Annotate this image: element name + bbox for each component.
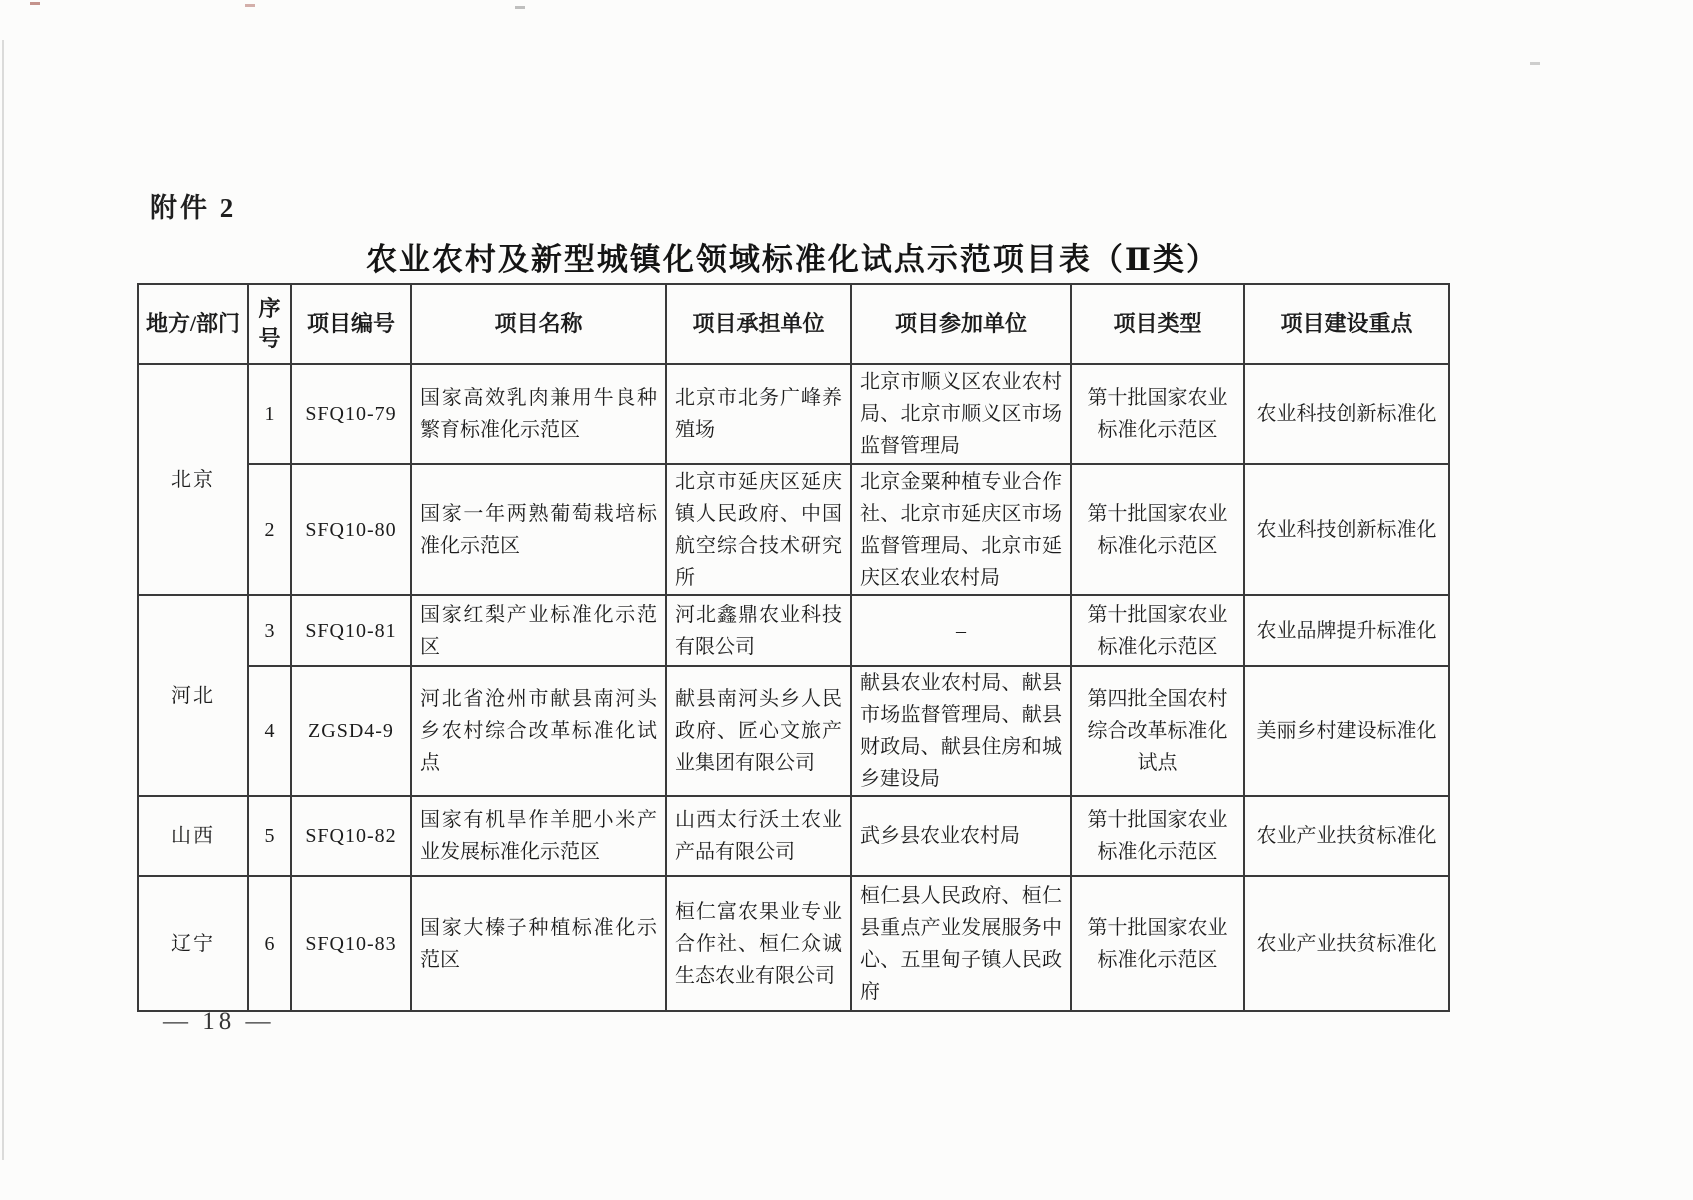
project-code-cell: SFQ10-79: [291, 364, 411, 464]
project-type-cell: 第十批国家农业标准化示范区: [1071, 595, 1244, 666]
project-name-cell: 河北省沧州市献县南河头乡农村综合改革标准化试点: [411, 666, 666, 796]
table-row: [138, 464, 1449, 595]
header-name: 项目名称: [411, 284, 666, 364]
project-name-cell: 国家一年两熟葡萄栽培标准化示范区: [411, 464, 666, 595]
undertaker-cell: 北京市北务广峰养殖场: [666, 364, 851, 464]
document-title: 农业农村及新型城镇化领域标准化试点示范项目表（Ⅱ类）: [365, 242, 1220, 277]
participants-cell: 献县农业农村局、献县市场监督管理局、献县财政局、献县住房和城乡建设局: [851, 666, 1071, 796]
project-code-cell: SFQ10-82: [291, 796, 411, 876]
project-type-cell: 第十批国家农业标准化示范区: [1071, 876, 1244, 1011]
project-type-cell: 第四批全国农村综合改革标准化试点: [1071, 666, 1244, 796]
participants-cell: 桓仁县人民政府、桓仁县重点产业发展服务中心、五里甸子镇人民政府: [851, 876, 1071, 1011]
project-focus-cell: 农业产业扶贫标准化: [1244, 796, 1449, 876]
header-undertaker: 项目承担单位: [666, 284, 851, 364]
page-number: — 18 —: [163, 1008, 275, 1035]
region-cell: 北京: [138, 364, 248, 595]
project-name-cell: 国家有机旱作羊肥小米产业发展标准化示范区: [411, 796, 666, 876]
attachment-label: 附件 2: [150, 193, 237, 223]
project-name-cell: 国家大榛子种植标准化示范区: [411, 876, 666, 1011]
row-number-cell: 6: [248, 876, 291, 1011]
undertaker-cell: 献县南河头乡人民政府、匠心文旅产业集团有限公司: [666, 666, 851, 796]
project-focus-cell: 农业科技创新标准化: [1244, 464, 1449, 595]
project-focus-cell: 农业品牌提升标准化: [1244, 595, 1449, 666]
undertaker-cell: 河北鑫鼎农业科技有限公司: [666, 595, 851, 666]
row-number-cell: 5: [248, 796, 291, 876]
header-participants: 项目参加单位: [851, 284, 1071, 364]
participants-cell: 武乡县农业农村局: [851, 796, 1071, 876]
table-header-row: [138, 284, 1449, 364]
project-type-cell: 第十批国家农业标准化示范区: [1071, 464, 1244, 595]
projects-table: [137, 283, 1450, 1012]
project-type-cell: 第十批国家农业标准化示范区: [1071, 796, 1244, 876]
table-row: [138, 595, 1449, 666]
table-row: [138, 796, 1449, 876]
participants-cell: 北京市顺义区农业农村局、北京市顺义区市场监督管理局: [851, 364, 1071, 464]
undertaker-cell: 山西太行沃土农业产品有限公司: [666, 796, 851, 876]
project-code-cell: SFQ10-81: [291, 595, 411, 666]
header-number: 序号: [248, 284, 291, 364]
project-code-cell: SFQ10-83: [291, 876, 411, 1011]
region-cell: 辽宁: [138, 876, 248, 1011]
undertaker-cell: 桓仁富农果业专业合作社、桓仁众诚生态农业有限公司: [666, 876, 851, 1011]
project-name-cell: 国家红梨产业标准化示范区: [411, 595, 666, 666]
region-cell: 河北: [138, 595, 248, 796]
row-number-cell: 1: [248, 364, 291, 464]
row-number-cell: 2: [248, 464, 291, 595]
region-cell: 山西: [138, 796, 248, 876]
header-focus: 项目建设重点: [1244, 284, 1449, 364]
row-number-cell: 4: [248, 666, 291, 796]
project-code-cell: SFQ10-80: [291, 464, 411, 595]
table-row: [138, 666, 1449, 796]
scan-edge-artifact: [2, 40, 4, 1160]
row-number-cell: 3: [248, 595, 291, 666]
header-type: 项目类型: [1071, 284, 1244, 364]
participants-cell: –: [851, 595, 1071, 666]
participants-cell: 北京金粟种植专业合作社、北京市延庆区市场监督管理局、北京市延庆区农业农村局: [851, 464, 1071, 595]
project-type-cell: 第十批国家农业标准化示范区: [1071, 364, 1244, 464]
undertaker-cell: 北京市延庆区延庆镇人民政府、中国航空综合技术研究所: [666, 464, 851, 595]
project-name-cell: 国家高效乳肉兼用牛良种繁育标准化示范区: [411, 364, 666, 464]
scan-speck-artifact: [30, 2, 40, 5]
table-row: [138, 364, 1449, 464]
header-region: 地方/部门: [138, 284, 248, 364]
project-focus-cell: 农业科技创新标准化: [1244, 364, 1449, 464]
project-focus-cell: 美丽乡村建设标准化: [1244, 666, 1449, 796]
project-code-cell: ZGSD4-9: [291, 666, 411, 796]
project-focus-cell: 农业产业扶贫标准化: [1244, 876, 1449, 1011]
header-code: 项目编号: [291, 284, 411, 364]
table-row: [138, 876, 1449, 1011]
